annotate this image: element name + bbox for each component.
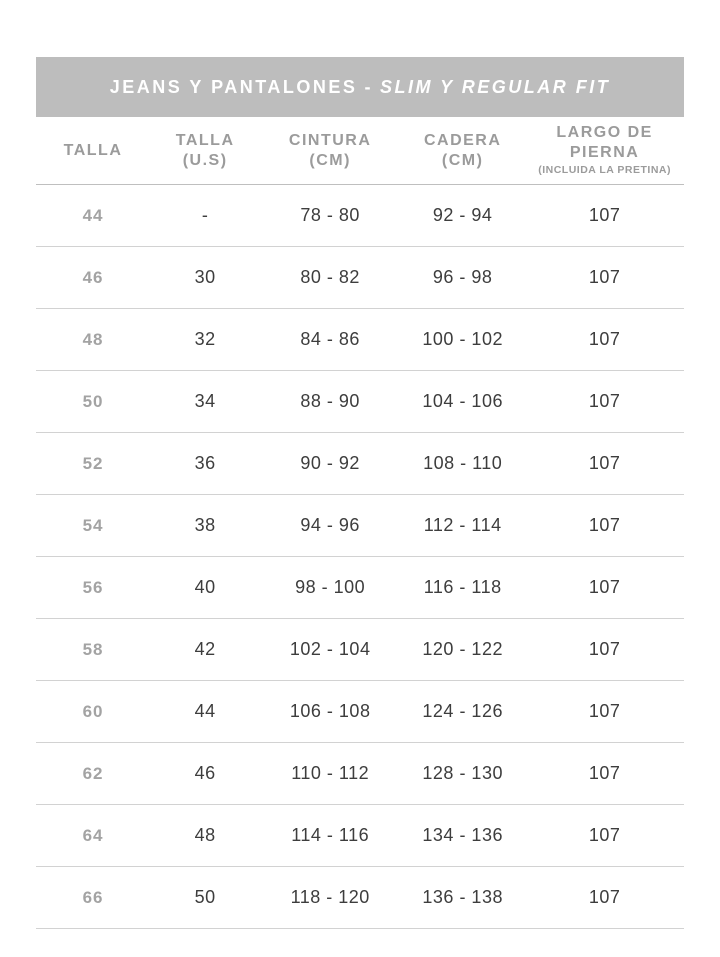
cell-largo: 107 [525, 867, 684, 929]
cell-cintura: 90 - 92 [260, 433, 400, 495]
cell-talla-us: 32 [150, 309, 260, 371]
table-row [36, 557, 684, 619]
cell-largo: 107 [525, 309, 684, 371]
cell-largo: 107 [525, 681, 684, 743]
cell-talla-us: 36 [150, 433, 260, 495]
cell-talla: 50 [36, 371, 150, 433]
column-header-cadera [400, 117, 525, 185]
cell-talla: 52 [36, 433, 150, 495]
cell-talla: 46 [36, 247, 150, 309]
table-body [36, 185, 684, 929]
column-header-label: CINTURA [288, 131, 372, 149]
cell-cadera: 108 - 110 [400, 433, 525, 495]
column-header-label: TALLA [175, 131, 235, 149]
cell-cintura: 102 - 104 [260, 619, 400, 681]
cell-largo: 107 [525, 743, 684, 805]
cell-talla-us: 44 [150, 681, 260, 743]
table-row [36, 805, 684, 867]
cell-talla-us: 40 [150, 557, 260, 619]
cell-talla: 64 [36, 805, 150, 867]
cell-talla-us: 46 [150, 743, 260, 805]
cell-talla: 60 [36, 681, 150, 743]
column-header-unit: (CM) [309, 151, 351, 169]
column-header-label: CADERA [423, 131, 502, 149]
column-header-cintura [260, 117, 400, 185]
cell-talla: 62 [36, 743, 150, 805]
cell-cadera: 100 - 102 [400, 309, 525, 371]
cell-talla: 54 [36, 495, 150, 557]
cell-cintura: 98 - 100 [260, 557, 400, 619]
cell-largo: 107 [525, 619, 684, 681]
cell-cintura: 84 - 86 [260, 309, 400, 371]
size-guide-table-container [36, 57, 684, 929]
column-header-label: PIERNA [569, 144, 640, 162]
cell-talla-us: 50 [150, 867, 260, 929]
cell-cadera: 92 - 94 [400, 185, 525, 247]
cell-talla: 48 [36, 309, 150, 371]
cell-cintura: 94 - 96 [260, 495, 400, 557]
table-row [36, 371, 684, 433]
table-row [36, 619, 684, 681]
column-header-label: TALLA [63, 141, 123, 159]
cell-largo: 107 [525, 495, 684, 557]
cell-cintura: 114 - 116 [260, 805, 400, 867]
table-row [36, 433, 684, 495]
table-row [36, 495, 684, 557]
cell-cintura: 118 - 120 [260, 867, 400, 929]
column-header-unit: (U.S) [182, 151, 228, 169]
cell-largo: 107 [525, 433, 684, 495]
title-main: JEANS Y PANTALONES [109, 76, 358, 97]
cell-cintura: 78 - 80 [260, 185, 400, 247]
column-header-largo-pierna [525, 117, 684, 185]
cell-cadera: 96 - 98 [400, 247, 525, 309]
cell-cadera: 120 - 122 [400, 619, 525, 681]
size-table [36, 117, 684, 929]
cell-cadera: 134 - 136 [400, 805, 525, 867]
column-header-talla [36, 117, 150, 185]
cell-talla-us: 48 [150, 805, 260, 867]
column-header-unit: (CM) [441, 151, 484, 169]
table-row [36, 681, 684, 743]
cell-largo: 107 [525, 185, 684, 247]
table-row [36, 247, 684, 309]
column-header-note: (INCLUIDA LA PRETINA) [538, 164, 671, 177]
cell-talla-us: 42 [150, 619, 260, 681]
column-header-talla-us [150, 117, 260, 185]
cell-cintura: 106 - 108 [260, 681, 400, 743]
table-header [36, 117, 684, 185]
cell-largo: 107 [525, 371, 684, 433]
cell-talla: 66 [36, 867, 150, 929]
cell-cadera: 116 - 118 [400, 557, 525, 619]
cell-cadera: 124 - 126 [400, 681, 525, 743]
cell-cintura: 80 - 82 [260, 247, 400, 309]
cell-talla: 56 [36, 557, 150, 619]
cell-largo: 107 [525, 557, 684, 619]
cell-cadera: 104 - 106 [400, 371, 525, 433]
title-bar [36, 57, 684, 117]
cell-cintura: 110 - 112 [260, 743, 400, 805]
column-header-label: LARGO DE [556, 124, 653, 142]
cell-cadera: 112 - 114 [400, 495, 525, 557]
cell-talla: 58 [36, 619, 150, 681]
cell-cadera: 136 - 138 [400, 867, 525, 929]
title-separator: - [364, 76, 373, 97]
header-row [36, 117, 684, 185]
table-row [36, 185, 684, 247]
cell-cintura: 88 - 90 [260, 371, 400, 433]
table-row [36, 309, 684, 371]
cell-talla: 44 [36, 185, 150, 247]
cell-largo: 107 [525, 247, 684, 309]
cell-cadera: 128 - 130 [400, 743, 525, 805]
cell-talla-us: 30 [150, 247, 260, 309]
table-row [36, 867, 684, 929]
cell-talla-us: - [150, 185, 260, 247]
cell-largo: 107 [525, 805, 684, 867]
table-row [36, 743, 684, 805]
title-fit-style: SLIM Y REGULAR FIT [379, 76, 611, 97]
cell-talla-us: 38 [150, 495, 260, 557]
cell-talla-us: 34 [150, 371, 260, 433]
